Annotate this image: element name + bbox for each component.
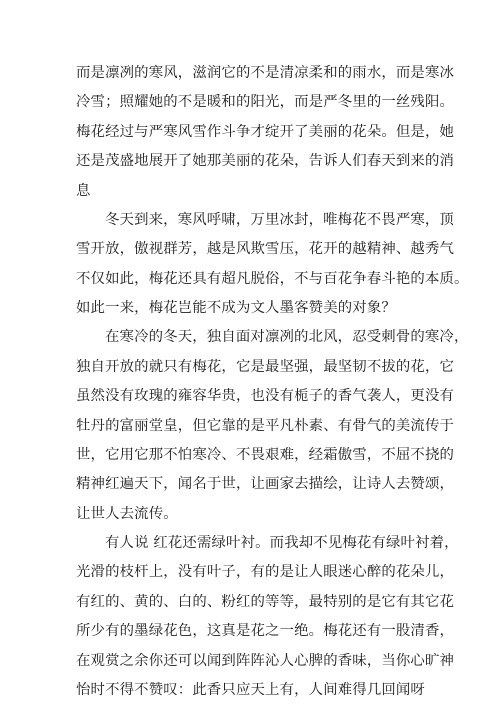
- text-line: 世，它用它那不怕寒冷、不畏艰难，经霜傲雪，不屈不挠的: [76, 446, 455, 463]
- text-line: 如此一来，梅花岂能不成为文人墨客赞美的对象？: [76, 300, 396, 317]
- text-line: 虽然没有玫瑰的雍容华贵，也没有栀子的香气袭人，更没有: [76, 388, 455, 405]
- text-line: 冷雪；照耀她的不是暖和的阳光，而是严冬里的一丝残阳。: [76, 94, 455, 111]
- text-line: 让世人去流传。: [76, 505, 178, 522]
- text-line: 精神红遍天下，闻名于世，让画家去描绘，让诗人去赞颂，: [76, 476, 455, 493]
- text-line: 光滑的枝杆上，没有叶子，有的是让人眼迷心醉的花朵儿，: [76, 564, 455, 581]
- text-line: 在观赏之余你还可以闻到阵阵沁人心脾的香味，当你心旷神: [76, 652, 455, 669]
- text-line: 梅花经过与严寒风雪作斗争才绽开了美丽的花朵。但是，她: [76, 123, 455, 140]
- text-line: 息: [76, 182, 91, 199]
- paragraph-first-line: 在寒冷的冬天，独自面对凛冽的北风，忍受刺骨的寒冷，: [105, 329, 469, 346]
- text-line: 独自开放的就只有梅花，它是最坚强，最坚韧不拔的花，它: [76, 358, 455, 375]
- text-line: 有红的、黄的、白的、粉红的等等，最特别的是它有其它花: [76, 593, 455, 610]
- paragraph-first-line: 冬天到来，寒风呼啸，万里冰封，唯梅花不畏严寒，顶: [105, 211, 454, 228]
- text-line: 还是茂盛地展开了她那美丽的花朵，告诉人们春天到来的消: [76, 153, 455, 170]
- text-line: 雪开放，傲视群芳，越是风欺雪压，花开的越精神、越秀气: [76, 241, 455, 258]
- text-line: 而是凛冽的寒风，滋润它的不是清凉柔和的雨水，而是寒冰: [76, 65, 455, 81]
- text-line: 牡丹的富丽堂皇，但它靠的是平凡朴素、有骨气的美流传于: [76, 417, 455, 434]
- text-line: 不仅如此，梅花还具有超凡脱俗，不与百花争春斗艳的本质。: [76, 270, 469, 287]
- paragraph-first-line: 有人说 红花还需绿叶衬。而我却不见梅花有绿叶衬着，: [105, 535, 459, 552]
- text-line: 怡时不得不赞叹：此香只应天上有，人间难得几回闻呀: [76, 682, 425, 698]
- text-line: 所少有的墨绿花色，这真是花之一绝。梅花还有一股清香，: [76, 623, 455, 640]
